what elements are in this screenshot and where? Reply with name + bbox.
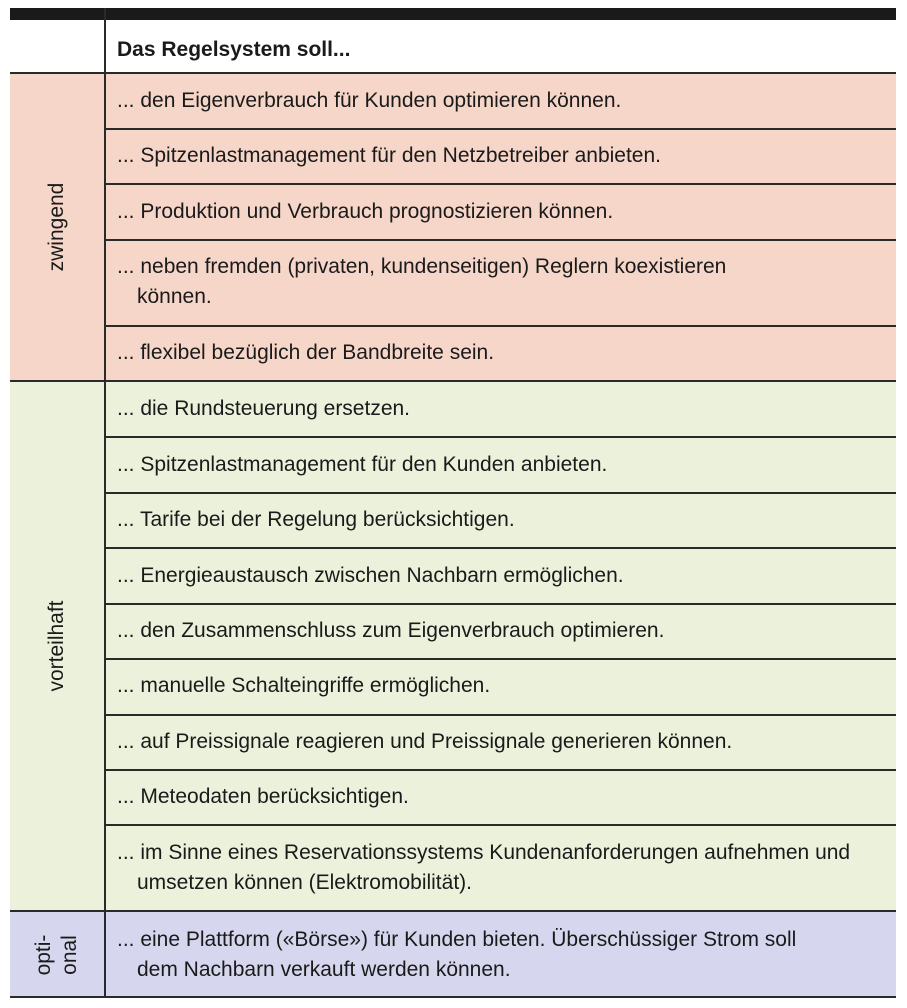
table-row: ... Produktion und Verbrauch prognostizieren können. [105,184,896,239]
table-row: ... Spitzenlastmanagement für den Netzbetreiber anbieten. [105,128,896,184]
row-divider [105,183,896,185]
table-row: ... Spitzenlastmanagement für den Kunden anbieten. [105,437,896,492]
row-divider [105,658,896,660]
row-divider [105,824,896,826]
table-row: ... manuelle Schalteingriffe ermöglichen. [105,658,896,714]
row-divider [105,603,896,605]
row-divider [105,325,896,327]
column-divider [104,8,106,998]
header-cell [105,20,896,80]
table-row: ... Energieaustausch zwischen Nachbarn ermöglichen. [105,548,896,603]
group-divider [10,910,896,912]
table-row: ... Tarife bei der Regelung berücksichtigen. [105,492,896,548]
table-row: ... die Rundsteuerung ersetzen. [105,381,896,437]
category-label-optional: opti- onal [32,934,81,975]
category-zwingend [10,73,104,381]
table-row: ... neben fremden (privaten, kundenseitigen) Reglern koexistieren können. [105,239,896,325]
category-label-zwingend: zwingend [45,182,68,272]
row-divider [105,436,896,438]
table-row: ... eine Plattform («Börse») für Kunden bieten. Überschüssiger Strom soll dem Nachbarn verkauft werden können. [105,911,896,998]
bottom-rule [10,996,896,998]
table-row: ... Meteodaten berücksichtigen. [105,769,896,825]
table-row: ... flexibel bezüglich der Bandbreite sein. [105,325,896,381]
table-row: ... den Zusammenschluss zum Eigenverbrauch optimieren. [105,603,896,658]
row-divider [105,769,896,771]
category-optional [10,911,104,998]
row-divider [10,72,896,74]
row-divider [105,492,896,494]
top-rule [10,8,896,20]
header-title: Das Regelsystem soll... [117,38,351,61]
header-empty-cell [10,20,105,80]
row-divider [105,547,896,549]
row-divider [105,239,896,241]
category-vorteilhaft [10,381,104,911]
table-row: ... den Eigenverbrauch für Kunden optimieren können. [105,73,896,128]
row-divider [105,714,896,716]
row-divider [105,128,896,130]
category-label-vorteilhaft: vorteilhaft [45,600,68,692]
table-row: ... im Sinne eines Reservationssystems Kundenanforderungen aufnehmen und umsetzen können (Elektromobilität). [105,825,896,911]
requirements-table [10,8,896,998]
group-divider [10,380,896,382]
table-row: ... auf Preissignale reagieren und Preissignale generieren können. [105,714,896,769]
